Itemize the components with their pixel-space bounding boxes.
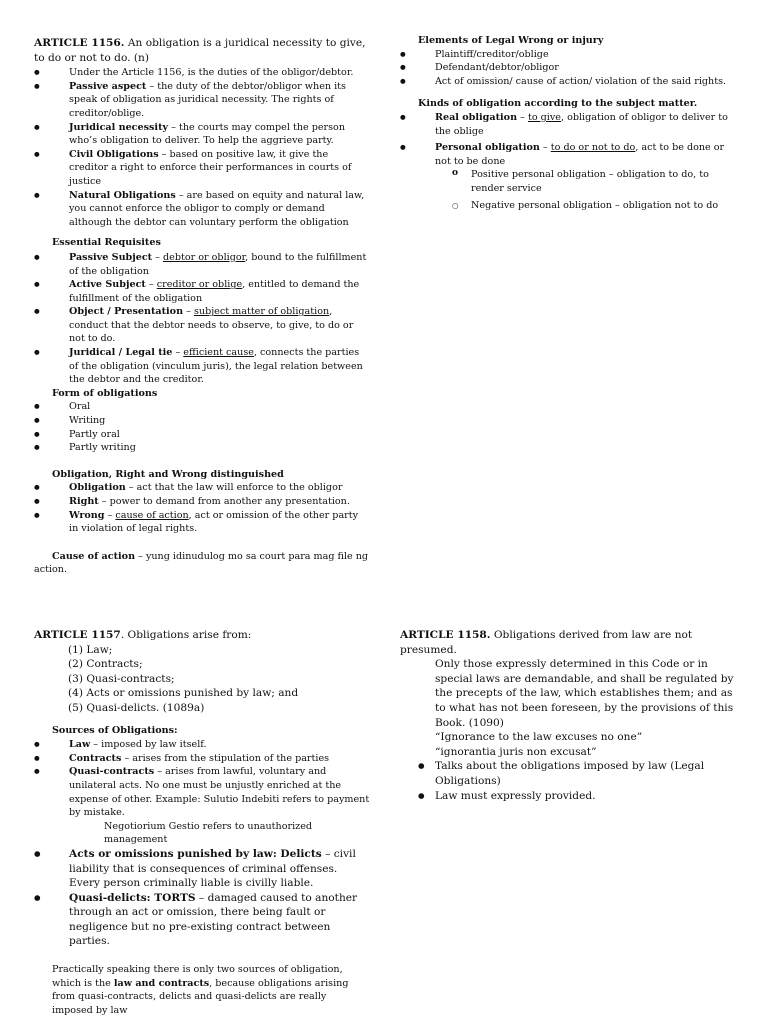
bullet-term: Civil Obligations [69,148,159,160]
article-1156-text: An obligation is a juridical necessity to give, to do or not to do. (n) [34,37,366,64]
bullet-term: Object / Presentation [69,306,184,318]
list-item [34,428,370,442]
bullet-term: Juridical necessity [69,121,169,133]
article-1156-section [34,36,370,577]
bullet-text: – are based on equity and natural law, you cannot enforce the obligor to comply or demand although the debtor can voluntary perform the obligation [69,189,365,228]
bullet-term: Obligation [69,482,126,494]
article-1158-quote: “ignorantia juris non excusat” [435,745,597,758]
real-obligation-term: Real obligation [435,111,518,123]
dash: – [517,111,528,123]
bullet-term: Wrong [69,509,105,521]
bullet-term: Juridical / Legal tie [69,347,173,359]
article-1156-bullets [34,66,370,229]
sources-list-continued [34,847,370,949]
essential-requisites-heading: Essential Requisites [52,237,161,249]
bullet-text: – based on positive law, it give the creditor a right to enforce their performances in courts of justice [69,148,352,187]
source-term: Quasi-delicts: TORTS [69,891,196,904]
list-item: (2) Contracts; [68,658,143,671]
bullet-term: Natural Obligations [69,189,176,201]
underlined-term: subject matter of obligation [193,306,330,318]
list-item [34,738,370,752]
article-1156-heading [34,36,370,65]
list-item [34,80,370,121]
dash: – [539,142,551,154]
article-1157-heading [34,628,370,643]
list-item [436,199,740,213]
source-text: – damaged caused to another through an act or omission, there being fault or negligence but no pre-existing contract between parties. [69,891,358,948]
list-item [34,278,370,305]
list-item [34,400,370,414]
bullet-term: Passive aspect [69,80,147,92]
kinds-list [400,111,740,168]
bullet-text: , connects the parties of the obligation (vinculum juris), the legal relation between the debtor and the creditor. [69,347,363,386]
underlined-term: cause of action [115,509,189,521]
sub-item: Positive personal obligation – obligation to do, to render service [471,169,709,194]
sources-list [34,738,370,820]
list-item [34,66,370,80]
list-item [34,847,370,891]
bullet-text: Talks about the obligations imposed by law (Legal Obligations) [435,760,705,787]
list-item [34,414,370,428]
article-1158-quote: “Ignorance to the law excuses no one” [435,731,643,744]
sources-heading: Sources of Obligations: [52,724,178,736]
article-1157-section [34,628,370,1017]
practical-bold: law and contracts [113,977,210,989]
underlined-term: to give [527,111,561,123]
bullet-text: , entitled to demand the fulfillment of the obligation [69,279,360,304]
article-1158-bullets [418,759,736,803]
sub-item: Negative personal obligation – obligation not to do [471,199,719,211]
list-item [400,75,740,89]
form-item: Partly writing [69,442,136,454]
underlined-term: to do or not to do [550,142,636,154]
form-item: Writing [69,415,106,427]
bullet-text: – power to demand from another any presentation. [98,496,350,507]
bullet-term: Right [69,496,99,507]
bullet-text: , bound to the fulfillment of the obligation [69,251,367,277]
dash: – [145,279,157,291]
cause-of-action-paragraph [34,550,370,577]
list-item [418,789,736,804]
personal-obligation-sublist [436,168,740,212]
list-item [34,305,370,346]
bullet-text: – act that the law will enforce to the obligor [125,482,343,494]
practical-text: , because obligations arising from quasi-contracts, delicts and quasi-delicts are really imposed by law [52,977,349,1016]
list-item [34,891,370,949]
form-of-obligations-heading: Form of obligations [52,387,158,399]
bullet-term: Passive Subject [69,251,153,263]
source-term: Acts or omissions punished by law: Delicts [69,847,322,860]
source-text: – arises from the stipulation of the parties [121,752,330,764]
essential-requisites-list [34,251,370,387]
underlined-term: creditor or oblige [156,279,243,291]
dash: – [183,306,194,318]
element-item: Act of omission/ cause of action/ violation of the said rights. [435,75,727,87]
list-item [34,495,370,509]
obligation-right-wrong-list [34,481,370,535]
elements-section [418,34,740,212]
bullet-text: – the courts may compel the person who’s obligation to deliver. To help the aggrieve party. [69,121,346,147]
practical-paragraph [34,963,370,1017]
article-1158-body [400,657,736,759]
article-1158-text: Obligations derived from law are not presumed. [400,629,693,656]
source-text: – imposed by law itself. [90,739,207,751]
kinds-heading: Kinds of obligation according to the subject matter. [418,98,698,110]
list-item [34,251,370,278]
elements-heading: Elements of Legal Wrong or injury [418,35,604,46]
personal-obligation-text: , act to be done or not to be done [435,142,725,167]
list-item [400,48,740,62]
list-item [436,168,740,195]
list-item [418,759,736,788]
obligation-right-wrong-heading: Obligation, Right and Wrong distinguished [52,468,284,480]
list-item [34,765,370,819]
source-term: Contracts [69,752,122,764]
article-1158-title: ARTICLE 1158. [400,629,491,641]
underlined-term: efficient cause [183,347,254,359]
list-item: (1) Law; [68,643,113,656]
bullet-text: , conduct that the debtor needs to observe, to give, to do or not to do. [69,306,354,345]
form-item: Partly oral [69,428,120,440]
bullet-term: Active Subject [69,279,146,291]
source-term: Quasi-contracts [69,766,155,778]
list-item [34,509,370,536]
list-item [34,481,370,495]
list-item: (4) Acts or omissions punished by law; and [68,687,299,700]
cause-of-action-term: Cause of action [52,550,136,562]
article-1157-title: ARTICLE 1157 [34,629,121,641]
elements-list [400,48,740,89]
article-1158-heading [400,628,736,657]
bullet-text: – the duty of the debtor/obligor when its speak of obligation as juridical necessity. The rights of creditor/oblige. [69,80,346,119]
form-item: Oral [69,401,91,413]
list-item [400,141,740,168]
article-1158-section [400,628,736,803]
dash: – [152,251,164,263]
list-item [34,189,370,230]
practical-text: Practically speaking there is only two sources of obligation, which is the [52,964,343,989]
underlined-term: debtor or obligor [163,251,246,263]
list-item [34,346,370,387]
dash: – [172,347,184,359]
bullet-text: Law must expressly provided. [435,789,596,802]
list-item [34,148,370,189]
real-obligation-text: , obligation of obligor to deliver to the oblige [435,111,728,137]
source-term: Law [69,739,91,751]
negotiorum-line: Negotiorium Gestio refers to unauthorized management [104,820,313,846]
bullet-text: Under the Article 1156, is the duties of the obligor/debtor. [69,67,354,79]
list-item [34,441,370,455]
list-item [34,752,370,766]
element-item: Plaintiff/creditor/oblige [435,48,549,60]
article-1157-text: . Obligations arise from: [120,629,252,641]
list-item: (5) Quasi-delicts. (1089a) [68,701,205,714]
article-1158-paragraph: Only those expressly determined in this Code or in special laws are demandable, and shall be regulated by the precepts of the law, which establishes them; and as to what has not been foreseen, by the provisions of this Book. (1090) [435,658,734,729]
list-item [34,121,370,148]
list-item [400,111,740,138]
cause-of-action-text: – yung idinudulog mo sa court para mag file ng action. [34,550,369,576]
list-item: (3) Quasi-contracts; [68,672,175,685]
bullet-text: , act or omission of the other party in violation of legal rights. [69,509,359,535]
source-text: – arises from lawful, voluntary and unilateral acts. No one must be unjustly enriched at the expense of other. Example: Sulutio Indebiti refers to payment by mistake. [69,766,370,819]
article-1157-list [34,643,370,716]
element-item: Defendant/debtor/obligor [435,62,559,74]
article-1156-title: ARTICLE 1156. [34,37,125,49]
list-item [400,61,740,75]
form-of-obligations-list [34,400,370,454]
dash: – [104,509,116,521]
source-text: – civil liability that is consequences of criminal offenses. Every person criminally liable is civilly liable. [69,847,356,890]
personal-obligation-term: Personal obligation [435,142,540,154]
